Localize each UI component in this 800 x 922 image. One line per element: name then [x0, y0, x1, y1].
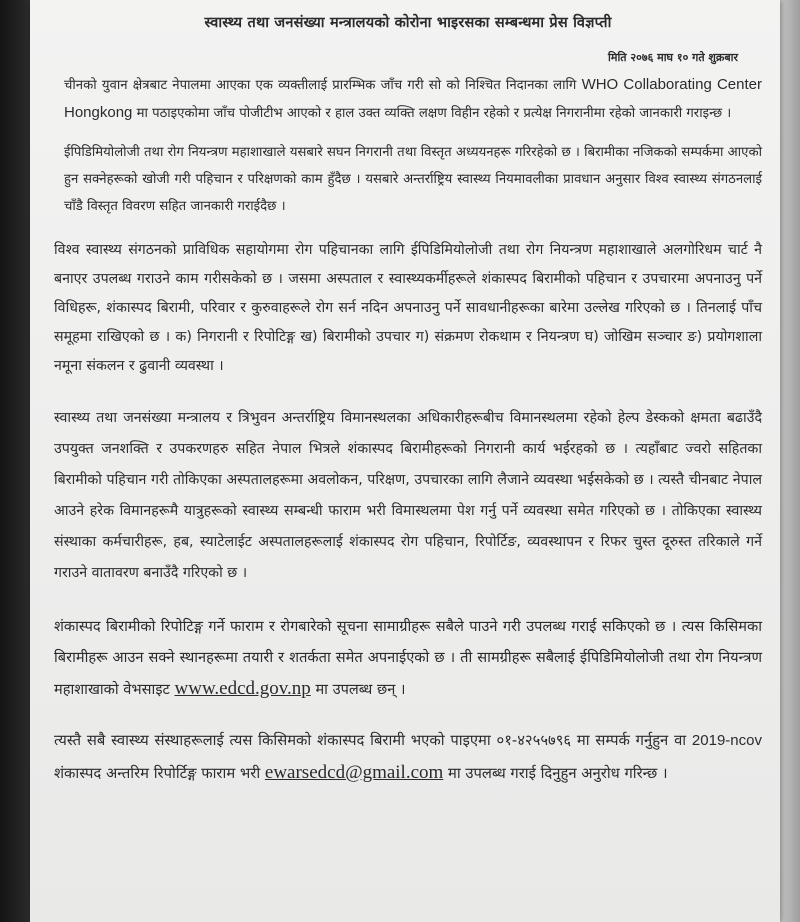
paragraph-1-text-b: मा पठाइएकोमा जाँच पोजीटीभ आएको र हाल उक्त व्यक्ति लक्षण विहीन रहेको र प्रत्येक्ष निगरानीमा रहेको जानकारी गराइन्छ । — [136, 106, 732, 121]
paragraph-6-text-a: त्यस्तै सबै स्वास्थ्य संस्थाहरूलाई त्यस किसिमको शंकास्पद बिरामी भएको पाइएमा ०१-४२५५७९६ मा सम्पर्क गर्नुहुन वा — [54, 732, 687, 749]
email-link[interactable]: ewarsedcd@gmail.com — [264, 762, 444, 783]
dark-background-left — [0, 0, 34, 922]
ncov-code: 2019-ncov — [691, 732, 762, 749]
paragraph-1 — [54, 71, 762, 127]
paragraph-6 — [54, 725, 762, 790]
paragraph-4: स्वास्थ्य तथा जनसंख्या मन्त्रालय र त्रिभुवन अन्तर्राष्ट्रिय विमानस्थलका अधिकारीहरूबीच विमानस्थलमा रहेको हेल्प डेस्कको क्षमता बढाउँदै उपयुक्त जनशक्ति र उपकरणहरु सहित नेपाल भित्रले शंकास्पद बिरामीहरूको निगरानी कार्य भईरहको छ । त्यहाँबाट ज्वरो सहितका बिरामीको पहिचान गरी तोकिएका अस्पतालहरूमा अवलोकन, परिक्षण, उपचारका लागि लैजाने व्यवस्था भईसकेको छ । त्यस्तै चीनबाट नेपाल आउने हरेक विमानहरूमै यात्रुहरूको स्वास्थ्य सम्बन्धी फाराम भरी विमास्थलमा पेश गर्नु पर्ने व्यवस्था समेत गरिएको छ । तोकिएका स्वास्थ्य संस्थाका कर्मचारीहरू, हब, स्याटेलाईट अस्पतालहरूलाई शंकास्पद रोग पहिचान, रिपोर्टिङ, व्यवस्थापन र रिफर चुस्त दूरुस्त तरिकाले गर्ने गराउने वातावरण बनाउँदै गरिएको छ । — [54, 410, 762, 581]
paragraph-2: ईपिडिमियोलोजी तथा रोग नियन्त्रण महाशाखाले यसबारे सघन निगरानी तथा विस्तृत अध्ययनहरू गरिरहेको छ । बिरामीका नजिकको सम्पर्कमा आएको हुन सक्नेहरूको खोजी गरी पहिचान र परिक्षणको काम हुँदैछ । यसबारे अन्तर्राष्ट्रिय स्वास्थ्य नियमावलीका प्रावधान अनुसार विश्व स्वास्थ्य संगठनलाई चाँडै विस्तृत विवरण सहित जानकारी गराईदैछ । — [64, 145, 762, 214]
paragraph-6-text-c: मा उपलब्ध गराई दिनुहुन अनुरोध गरिन्छ । — [448, 765, 668, 782]
paragraph-1-text-a: चीनको युवान क्षेत्रबाट नेपालमा आएका एक व्यक्तीलाई प्रारम्भिक जाँच गरी सो को निश्चित निदानका लागि — [64, 78, 577, 93]
who-center-name: WHO Collaborating Center Hongkong — [64, 76, 762, 121]
paragraph-3: विश्व स्वास्थ्य संगठनको प्राविधिक सहायोगमा रोग पहिचानका लागि ईपिडिमियोलोजी तथा रोग नियन्त्रण महाशाखाले अलगोरिधम चार्ट नै बनाएर उपलब्ध गराउने काम गरीसकेको छ । जसमा अस्पताल र स्वास्थ्यकर्मीहरूले शंकास्पद बिरामीको पहिचान र उपचारमा अपनाउनु पर्ने विधिहरू, शंकास्पद बिरामी, परिवार र कुरुवाहरूले रोग सर्न नदिन अपनाउनु पर्ने सावधानीहरूका बारेमा उल्लेख गरिएको छ । तिनलाई पाँच समूहमा राखिएको छ । क) निगरानी र रिपोटिङ्ग ख) बिरामीको उपचार ग) संक्रमण रोकथाम र नियन्त्रण घ) जोखिम सञ्चार ङ) प्रयोगशाला नमूना संकलन र ढुवानी व्यवस्था । — [54, 242, 762, 374]
website-link[interactable]: www.edcd.gov.np — [174, 678, 311, 699]
paragraph-5 — [54, 611, 762, 705]
document-date: मिति २०७६ माघ १० गते शुक्रबार — [608, 51, 738, 64]
paragraph-6-text-b: शंकास्पद अन्तरिम रिपोर्टिङ्ग फाराम भरी — [54, 765, 261, 782]
paragraph-5-text-b: मा उपलब्ध छन् । — [315, 681, 406, 698]
press-release-paper — [30, 0, 780, 922]
document-title: स्वास्थ्य तथा जनसंख्या मन्त्रालयको कोरोना भाइरसका सम्बन्धमा प्रेस विज्ञप्ती — [204, 15, 612, 31]
paragraph-5-text-a: शंकास्पद बिरामीको रिपोटिङ्ग गर्ने फाराम र रोगबारेको सूचना सामाग्रीहरू सबैले पाउने गरी उपलब्ध गराई सकिएको छ । त्यस किसिमका बिरामीहरू आउन सक्ने स्थानहरूमा तयारी र शतर्कता समेत अपनाईएको छ । ती सामग्रीहरू सबैलाई ईपिडिमियोलोजी तथा रोग नियन्त्रण महाशाखाको वेभसाइट — [54, 618, 762, 698]
